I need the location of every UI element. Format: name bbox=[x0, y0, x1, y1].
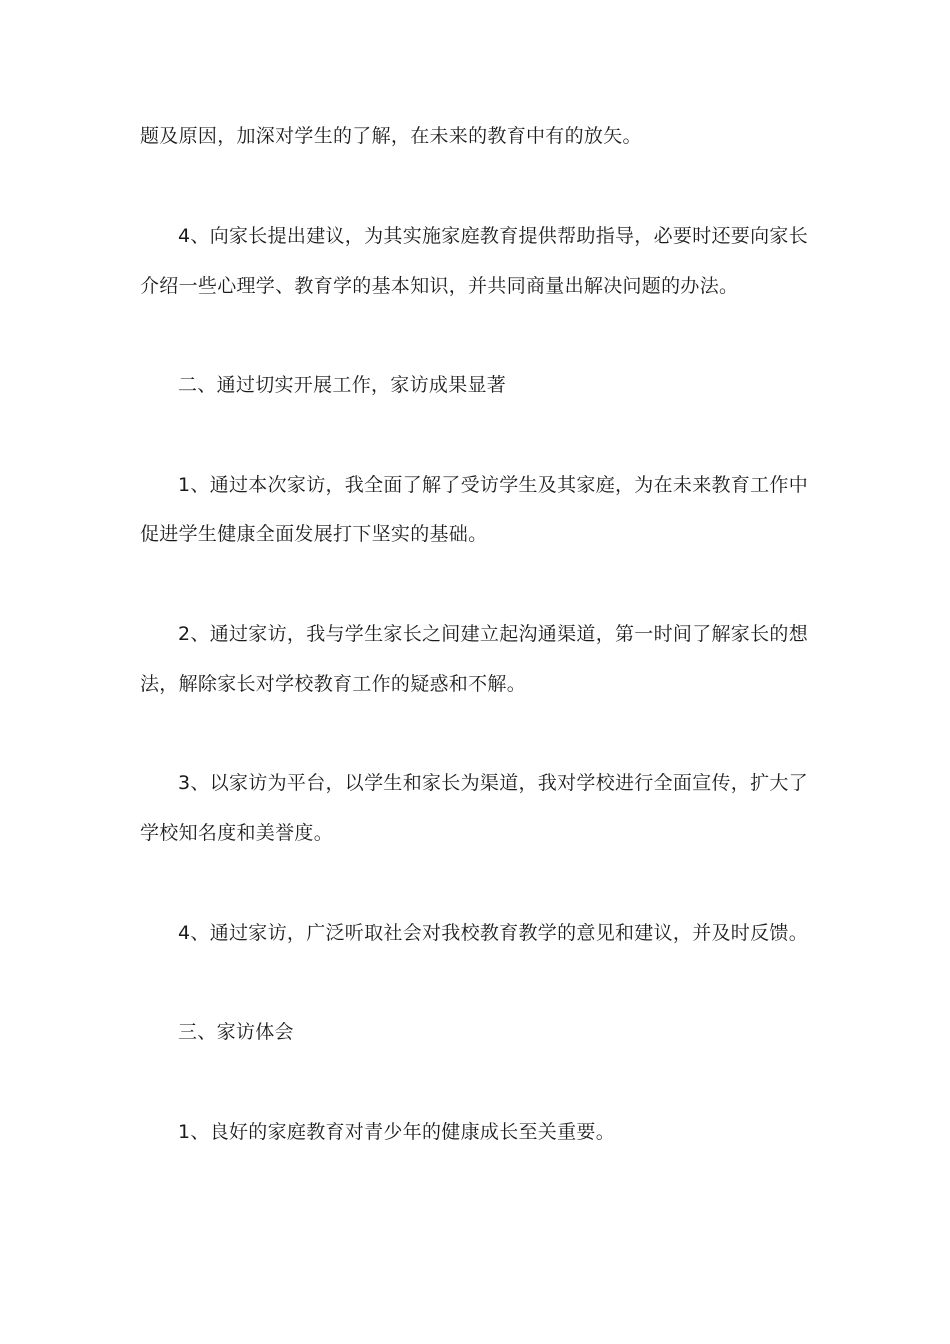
paragraph-item-4b-line-1: 4、通过家访，广泛听取社会对我校教育教学的意见和建议，并及时反馈。 bbox=[178, 922, 808, 944]
paragraph-continuation-line: 题及原因，加深对学生的了解，在未来的教育中有的放矢。 bbox=[140, 125, 642, 147]
paragraph-item-4-line-2: 介绍一些心理学、教育学的基本知识，并共同商量出解决问题的办法。 bbox=[140, 275, 739, 297]
paragraph-item-4-line-1: 4、向家长提出建议，为其实施家庭教育提供帮助指导，必要时还要向家长 bbox=[178, 225, 808, 247]
paragraph-item-3-line-2: 学校知名度和美誉度。 bbox=[140, 822, 334, 844]
paragraph-item-1-line-2: 促进学生健康全面发展打下坚实的基础。 bbox=[140, 523, 488, 545]
paragraph-item-1b-line-1: 1、良好的家庭教育对青少年的健康成长至关重要。 bbox=[178, 1121, 615, 1143]
paragraph-item-2-line-1: 2、通过家访，我与学生家长之间建立起沟通渠道，第一时间了解家长的想 bbox=[178, 623, 808, 645]
section-heading-3: 三、家访体会 bbox=[178, 1021, 294, 1043]
paragraph-item-1-line-1: 1、通过本次家访，我全面了解了受访学生及其家庭，为在未来教育工作中 bbox=[178, 474, 808, 496]
section-heading-2: 二、通过切实开展工作，家访成果显著 bbox=[178, 374, 507, 396]
paragraph-item-3-line-1: 3、以家访为平台，以学生和家长为渠道，我对学校进行全面宣传，扩大了 bbox=[178, 772, 808, 794]
paragraph-item-2-line-2: 法，解除家长对学校教育工作的疑惑和不解。 bbox=[140, 673, 527, 695]
